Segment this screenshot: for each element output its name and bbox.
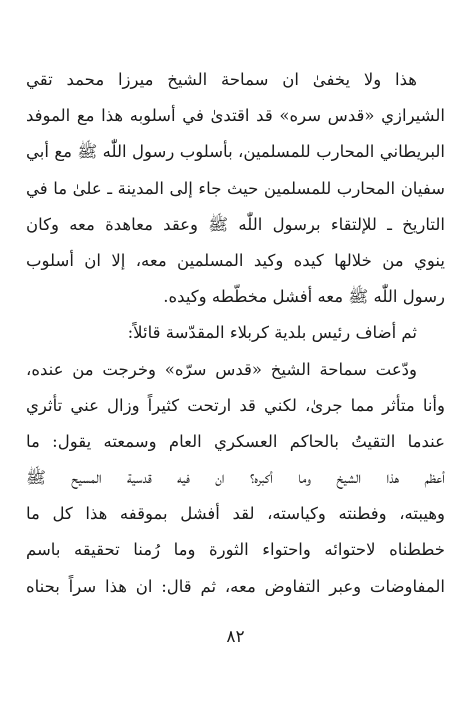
text-line: ينوي من خلالها كيده وكيد المسلمين معه، إلا ان أسلوب (26, 250, 445, 270)
text-line: أعظم هذا الشيخ وما أكبره؟ ان فيه قدسية المسيح ﷺ (26, 468, 445, 488)
text-line: رسول اللّٰه ﷺ معه أفشل مخطّطه وكيده. (163, 287, 445, 307)
text-line: هذا ولا يخفىٰ ان سماحة الشيخ ميرزا محمد تقي (26, 70, 417, 89)
text-line: وأنا متأثر مما جرىٰ، لكني قد ارتحت كثيراً وزال عني تأثري (26, 395, 445, 415)
text-line: وهيبته، وفطنته وكياسته، لقد أفشل بموقفه هذا كل ما (26, 504, 445, 524)
page-number: ٨٢ (226, 627, 245, 647)
text-line: عندما التقيتُ بالحاكم العسكري العام وسمعته يقول: ما (26, 431, 445, 451)
text-line: ودّعت سماحة الشيخ «قدس سرّه» وخرجت من عنده، (26, 359, 417, 379)
text-line: خططناه لاحتوائه واحتواء الثورة وما رُمنا تحقيقه باسم (26, 540, 445, 560)
text-line: التاريخ ـ للإلتقاء برسول اللّٰه ﷺ وعقد معاهدة معه وكان (26, 214, 445, 234)
text-line: ثم أضاف رئيس بلدية كربلاء المقدّسة قائلاً: (127, 323, 417, 343)
text-line: سفيان المحارب للمسلمين حيث جاء إلى المدينة ـ علىٰ ما في (26, 178, 445, 198)
body-text (26, 62, 445, 605)
text-line: الشيرازي «قدس سره» قد اقتدىٰ في أسلوبه هذا مع الموفد (26, 106, 445, 126)
text-line: المفاوضات وعبر التفاوض معه، ثم قال: ان هذا سراً بحناه (26, 576, 445, 596)
text-line: البريطاني المحارب للمسلمين، بأسلوب رسول اللّٰه ﷺ مع أبي (26, 142, 445, 162)
